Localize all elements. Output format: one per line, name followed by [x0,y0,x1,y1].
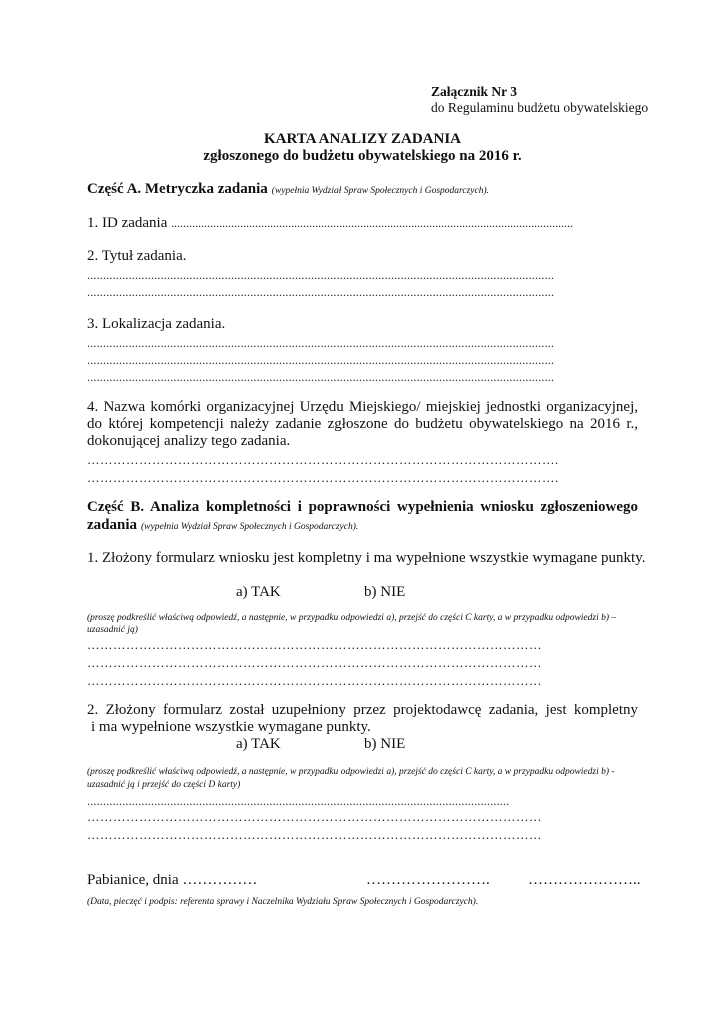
question-2-justification-3[interactable]: …………………………………………………………………………………………… [87,828,542,842]
signature-field-2[interactable]: ………………….. [528,872,641,888]
part-b-heading-row [87,516,358,534]
question-1-option-no[interactable]: b) NIE [364,584,406,600]
task-title-label: 2. Tytuł zadania. [87,248,187,264]
question-2-text-1: 2. Złożony formularz został uzupełniony przez projektodawcę zadania, jest kompletny [87,702,638,718]
signature-field-1[interactable]: ……………………. [366,872,490,888]
question-1-instruction-1: (proszę podkreślić właściwą odpowiedź, a następnie, w przypadku odpowiedzi a), przejść do części C karty, a w przypadku odpowiedzi b) – [87,613,617,623]
unit-name-text-1: 4. Nazwa komórki organizacyjnej Urzędu Miejskiego/ miejskiej jednostki organizacyjnej, [87,399,638,415]
question-2-justification-1[interactable]: .................................................................................................................................... [87,794,510,808]
task-location-field-3[interactable]: .................................................................................................................................................. [87,370,555,384]
unit-name-field-2[interactable]: ………………………………………………………………………………………………. [87,471,559,485]
task-location-field-1[interactable]: .................................................................................................................................................. [87,336,555,350]
task-location-field-2[interactable]: .................................................................................................................................................. [87,353,555,367]
task-id-row [87,215,573,232]
signature-note: (Data, pieczęć i podpis: referenta sprawy i Naczelnika Wydziału Spraw Społecznych i Gospodarczych). [87,897,479,907]
attachment-number: Załącznik Nr 3 [431,84,518,99]
question-2-justification-2[interactable]: …………………………………………………………………………………………… [87,810,542,824]
question-2-option-no[interactable]: b) NIE [364,736,406,752]
document-title: KARTA ANALIZY ZADANIA [264,131,461,147]
question-2-option-yes[interactable]: a) TAK [236,736,281,752]
part-b-heading-cont: zadania [87,517,138,533]
task-title-field-2[interactable]: .................................................................................................................................................. [87,285,555,299]
task-id-label: 1. ID zadania [87,215,168,231]
regulation-reference: do Regulaminu budżetu obywatelskiego [431,100,649,115]
question-1-text: 1. Złożony formularz wniosku jest kompletny i ma wypełnione wszystkie wymagane punkty. [87,550,646,566]
part-b-heading: Część B. Analiza kompletności i poprawności wypełnienia wniosku zgłoszeniowego [87,499,638,515]
question-1-justification-2[interactable]: …………………………………………………………………………………………… [87,656,542,670]
task-title-field-1[interactable]: .................................................................................................................................................. [87,268,555,282]
part-a-heading: Część A. Metryczka zadania [87,181,268,197]
place-date-field[interactable]: Pabianice, dnia …………… [87,872,258,888]
document-subtitle: zgłoszonego do budżetu obywatelskiego na 2016 r. [203,148,522,164]
part-a-note: (wypełnia Wydział Spraw Społecznych i Gospodarczych). [271,186,490,196]
part-a-heading-row [87,180,489,198]
question-1-justification-3[interactable]: …………………………………………………………………………………………… [87,674,542,688]
question-1-option-yes[interactable]: a) TAK [236,584,281,600]
question-1-instruction-2: uzasadnić ją) [87,625,138,635]
unit-name-field-1[interactable]: ………………………………………………………………………………………………. [87,453,559,467]
task-id-field[interactable]: ...................................................................................................................................... [171,216,574,230]
unit-name-text-2: do której kompetencji należy zadanie zgłoszone do budżetu obywatelskiego na 2016 r., [87,416,638,432]
task-location-label: 3. Lokalizacja zadania. [87,316,226,332]
question-2-instruction-1: (proszę podkreślić właściwą odpowiedź, a następnie, w przypadku odpowiedzi a), przejść do części C karty, a w przypadku odpowiedzi b) - [87,767,615,777]
unit-name-text-3: dokonującej analizy tego zadania. [87,433,291,449]
question-1-justification-1[interactable]: …………………………………………………………………………………………… [87,638,542,652]
part-b-note: (wypełnia Wydział Spraw Społecznych i Gospodarczych). [141,522,359,532]
question-2-text-2: i ma wypełnione wszystkie wymagane punkty. [91,719,371,735]
question-2-instruction-2: uzasadnić ją i przejść do części D karty) [87,780,241,790]
